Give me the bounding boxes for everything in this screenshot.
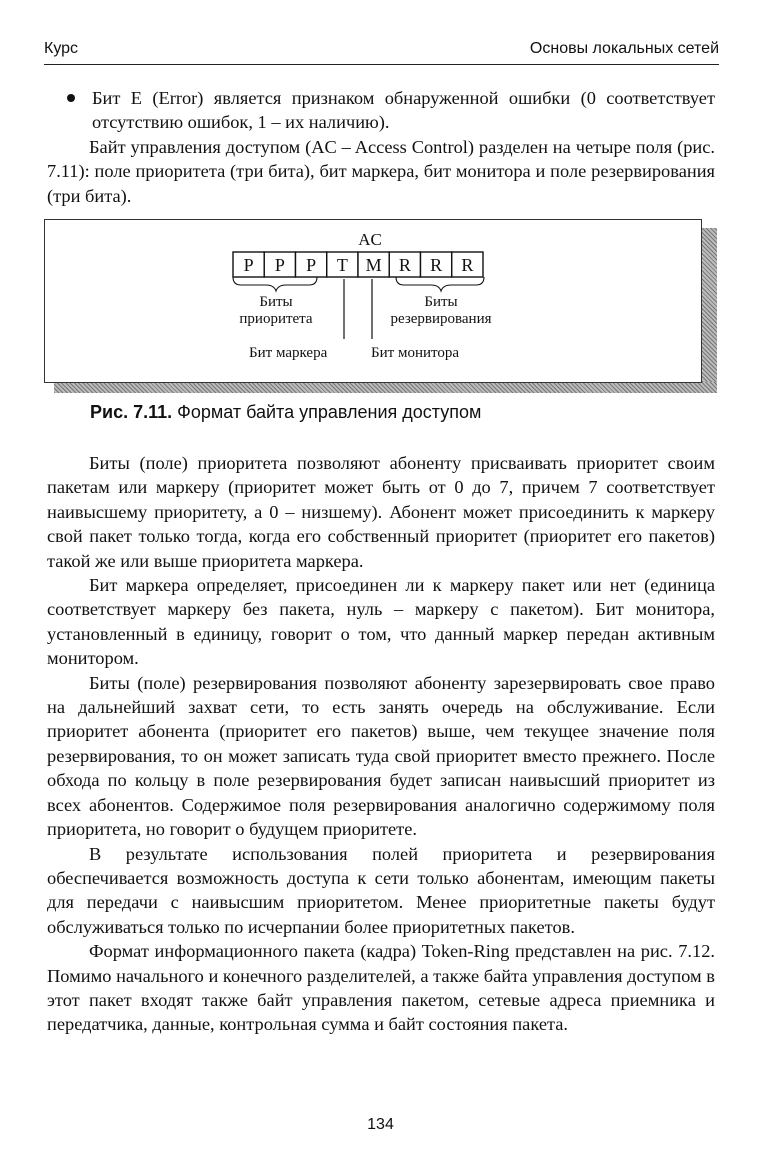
ac-byte-diagram (44, 219, 704, 385)
monitor-bit-label: Бит монитора (371, 345, 460, 361)
bit-letter: R (461, 255, 474, 275)
caption-text: Формат байта управления доступом (177, 402, 482, 422)
priority-brace (233, 277, 317, 291)
reserve-label-1: Биты (424, 294, 458, 310)
bit-letter: R (398, 255, 411, 275)
bit-letter: M (365, 255, 382, 275)
bit-letter: R (430, 255, 443, 275)
token-bit-label: Бит маркера (249, 345, 328, 361)
section-title: Основы локальных сетей (529, 40, 719, 57)
paragraph: Бит маркера определяет, присоединен ли к маркеру пакет или нет (единица соответствует маркеру без пакета, нуль – маркеру с пакетом). Бит монитора, установленный в единицу, говорит о том, что данный маркер передан активным монитором. (47, 575, 715, 669)
bullet-text: Бит E (Error) является признаком обнаруженной ошибки (0 соответствует отсутствию ошибок, 1 – их наличию). (92, 88, 715, 133)
priority-label-1: Биты (259, 294, 293, 310)
caption-number: Рис. 7.11. (90, 402, 173, 422)
running-header (44, 38, 719, 65)
paragraph: В результате использования полей приоритета и резервирования обеспечивается возможность доступа к сети только абонентам, имеющим пакеты для передачи с наивысшим приоритетом. Менее приоритетные пакеты будут обслуживаться только по исчерпании более приоритетных пакетов. (47, 843, 715, 937)
bullet-icon (67, 94, 75, 102)
paragraph: Биты (поле) приоритета позволяют абоненту присваивать приоритет своим пакетам или маркеру (приоритет может быть от 0 до 7, причем 7 соответствует наивысшему приоритету, а 0 – низшему). Абонент может присоединить к маркеру свой пакет только тогда, когда его собственный приоритет (приоритет его пакетов) такой же или выше приоритета маркера. (47, 453, 715, 571)
course-label: Курс (44, 40, 79, 57)
priority-label-2: приоритета (239, 311, 313, 327)
paragraph: Байт управления доступом (AC – Access Control) разделен на четыре поля (рис. 7.11): поле приоритета (три бита), бит маркера, бит монитора и поле резервирования (три бита). (47, 136, 715, 206)
figure-caption (90, 402, 481, 423)
bit-letter: P (243, 255, 254, 275)
bit-letter: P (274, 255, 285, 275)
bit-letter: T (336, 255, 348, 275)
ac-title: AC (358, 230, 382, 249)
reserve-label-2: резервирования (390, 311, 492, 327)
paragraph: Формат информационного пакета (кадра) Token-Ring представлен на рис. 7.12. Помимо начального и конечного разделителей, а также байта управления доступом в этот пакет входят также байт управления пакетом, сетевые адреса приемника и передатчика, данные, контрольная сумма и байт состояния пакета. (47, 941, 715, 1035)
page-number: 134 (367, 1116, 394, 1133)
bit-cells (233, 252, 483, 277)
paragraph: Биты (поле) резервирования позволяют абоненту зарезервировать свое право на дальнейший захват сети, то есть занять очередь на обслуживание. Если приоритет абонента (приоритет его пакетов) выше, чем текущее значение поля резервирования, то он может записать туда свой приоритет вместо прежнего. После обхода по кольцу в поле резервирования будет записан наивысший приоритет из всех абонентов. Содержимое поля резервирования аналогично содержимому поля приоритета, но говорит о будущем приоритете. (47, 672, 715, 840)
bullet-item (47, 86, 715, 135)
intro-text (47, 86, 715, 208)
figure-shadow (702, 228, 717, 390)
bit-letter: P (306, 255, 317, 275)
reserve-brace (396, 277, 484, 291)
body-text (47, 451, 715, 1037)
